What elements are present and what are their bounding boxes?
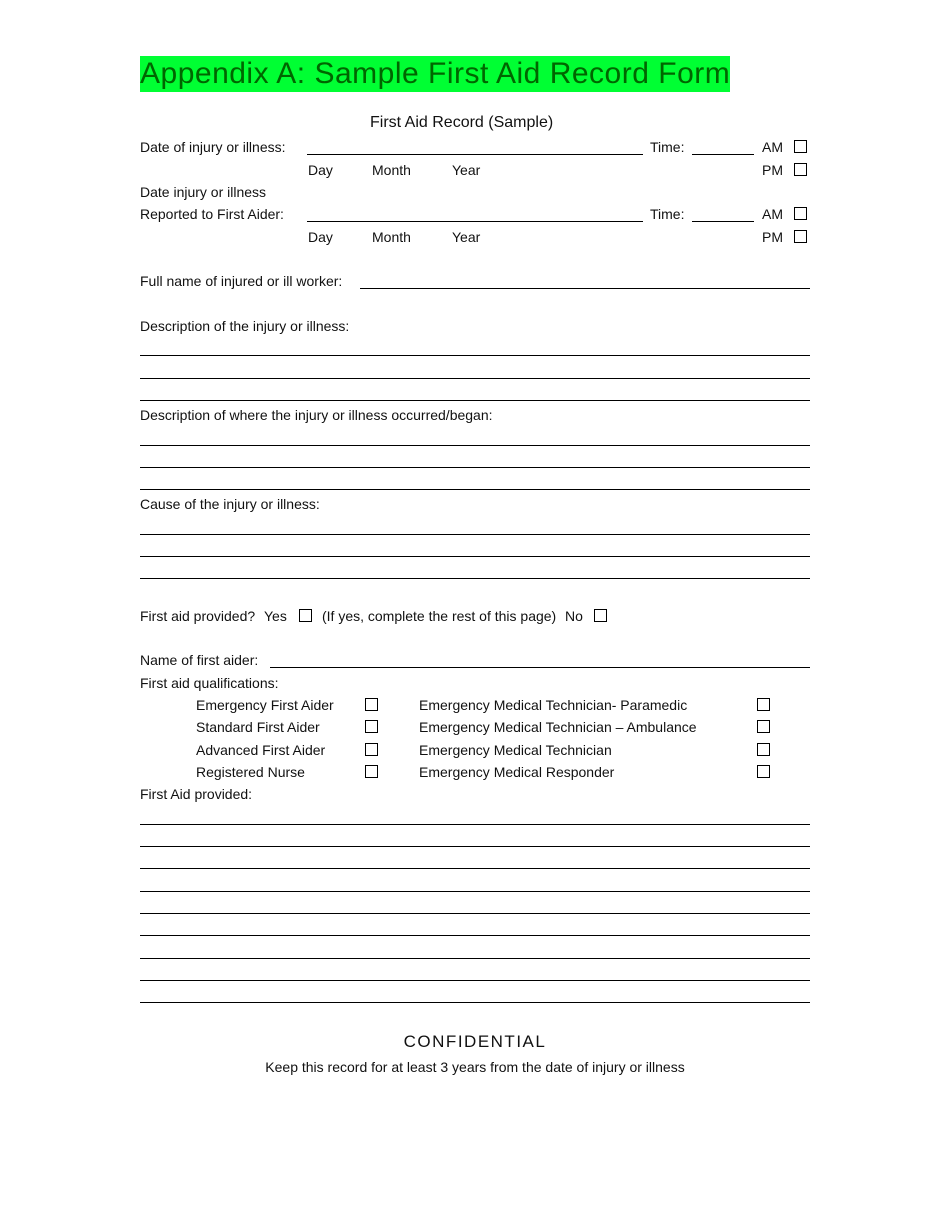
cause-label: Cause of the injury or illness:	[140, 496, 320, 512]
reported-month-label: Month	[372, 229, 411, 245]
qualification-option-label: Emergency Medical Technician- Paramedic	[419, 697, 688, 713]
description-line[interactable]	[140, 400, 810, 401]
injury-pm-checkbox[interactable]	[794, 163, 807, 176]
qualification-checkbox[interactable]	[757, 743, 770, 756]
injury-month-label: Month	[372, 162, 411, 178]
injury-time-field[interactable]	[692, 154, 754, 155]
reported-time-field[interactable]	[692, 221, 754, 222]
first-aid-provided-line[interactable]	[140, 958, 810, 959]
qualification-checkbox[interactable]	[365, 743, 378, 756]
reported-date-label-line1: Date injury or illness	[140, 184, 267, 200]
reported-pm-checkbox[interactable]	[794, 230, 807, 243]
reported-day-label: Day	[308, 229, 333, 245]
reported-date-label-line2: Reported to First Aider:	[140, 206, 284, 222]
cause-line[interactable]	[140, 534, 810, 535]
location-line[interactable]	[140, 467, 810, 468]
reported-time-label: Time:	[650, 206, 685, 222]
reported-pm-label: PM	[762, 229, 783, 245]
worker-name-field[interactable]	[360, 288, 810, 289]
qualification-option-label: Emergency First Aider	[196, 697, 334, 713]
injury-am-checkbox[interactable]	[794, 140, 807, 153]
first-aid-provided-line[interactable]	[140, 935, 810, 936]
qualification-checkbox[interactable]	[365, 698, 378, 711]
first-aid-provided-label: First Aid provided:	[140, 786, 253, 802]
injury-time-label: Time:	[650, 139, 685, 155]
first-aid-provided-line[interactable]	[140, 824, 810, 825]
qualification-checkbox[interactable]	[757, 698, 770, 711]
injury-day-label: Day	[308, 162, 333, 178]
first-aid-provided-line[interactable]	[140, 1002, 810, 1003]
confidential-heading: CONFIDENTIAL	[403, 1032, 547, 1051]
reported-am-checkbox[interactable]	[794, 207, 807, 220]
first-aid-yes-label: Yes	[264, 608, 287, 624]
first-aider-name-field[interactable]	[270, 667, 810, 668]
qualification-option-label: Registered Nurse	[196, 764, 305, 780]
retention-note: Keep this record for at least 3 years from the date of injury or illness	[265, 1059, 685, 1075]
location-line[interactable]	[140, 489, 810, 490]
first-aid-provided-line[interactable]	[140, 868, 810, 869]
first-aid-provided-line[interactable]	[140, 891, 810, 892]
qualification-option-label: Emergency Medical Technician – Ambulance	[419, 719, 697, 735]
first-aid-provided-line[interactable]	[140, 980, 810, 981]
first-aid-yes-checkbox[interactable]	[299, 609, 312, 622]
location-line[interactable]	[140, 445, 810, 446]
qualification-option-label: Emergency Medical Responder	[419, 764, 615, 780]
qualification-checkbox[interactable]	[365, 720, 378, 733]
worker-name-label: Full name of injured or ill worker:	[140, 273, 343, 289]
first-aid-question-label: First aid provided?	[140, 608, 256, 624]
qualification-checkbox[interactable]	[365, 765, 378, 778]
first-aid-provided-line[interactable]	[140, 913, 810, 914]
qualifications-label: First aid qualifications:	[140, 675, 279, 691]
location-label: Description of where the injury or illness occurred/began:	[140, 407, 493, 423]
reported-date-field[interactable]	[307, 221, 643, 222]
form-title: Appendix A: Sample First Aid Record Form	[140, 57, 731, 90]
qualification-checkbox[interactable]	[757, 720, 770, 733]
injury-am-label: AM	[762, 139, 783, 155]
qualification-option-label: Standard First Aider	[196, 719, 320, 735]
reported-am-label: AM	[762, 206, 783, 222]
cause-line[interactable]	[140, 578, 810, 579]
description-line[interactable]	[140, 355, 810, 356]
injury-pm-label: PM	[762, 162, 783, 178]
cause-line[interactable]	[140, 556, 810, 557]
description-line[interactable]	[140, 378, 810, 379]
first-aid-provided-line[interactable]	[140, 846, 810, 847]
injury-year-label: Year	[452, 162, 481, 178]
form-subtitle: First Aid Record (Sample)	[370, 114, 554, 131]
first-aider-name-label: Name of first aider:	[140, 652, 259, 668]
first-aid-no-label: No	[565, 608, 583, 624]
qualification-checkbox[interactable]	[757, 765, 770, 778]
reported-year-label: Year	[452, 229, 481, 245]
qualification-option-label: Advanced First Aider	[196, 742, 326, 758]
injury-date-label: Date of injury or illness:	[140, 139, 286, 155]
qualification-option-label: Emergency Medical Technician	[419, 742, 612, 758]
first-aid-yes-note: (If yes, complete the rest of this page)	[322, 608, 557, 624]
injury-date-field[interactable]	[307, 154, 643, 155]
description-label: Description of the injury or illness:	[140, 318, 350, 334]
first-aid-no-checkbox[interactable]	[594, 609, 607, 622]
